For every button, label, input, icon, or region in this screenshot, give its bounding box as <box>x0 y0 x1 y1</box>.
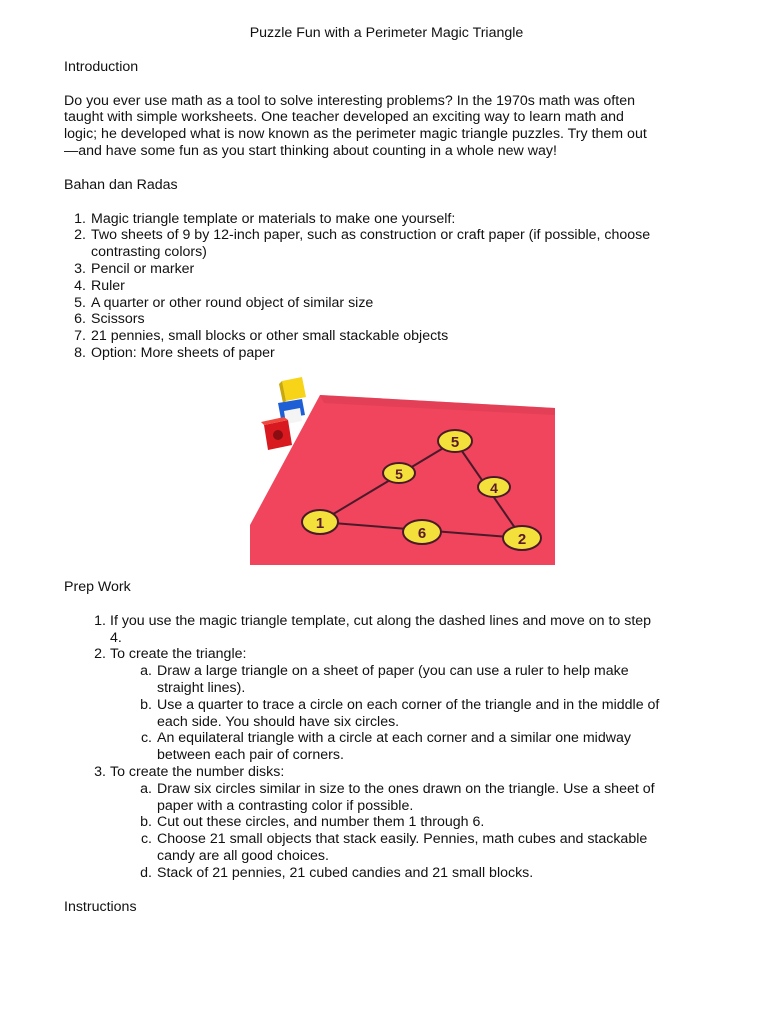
list-item-text: A quarter or other round object of similar size <box>91 294 374 311</box>
sub-list-letter: c . <box>132 730 152 747</box>
list-number: 6 . <box>66 311 86 328</box>
intro-line: logic; he developed what is now known as the perimeter magic triangle puzzles. Try them out <box>64 126 647 143</box>
intro-line: —and have some fun as you start thinking about counting in a whole new way! <box>64 142 557 159</box>
list-item-text: Pencil or marker <box>91 260 195 277</box>
prep-list-continued <box>64 764 709 781</box>
list-item-text: contrasting colors) <box>91 244 207 261</box>
list-item-text: each side. You should have six circles. <box>157 713 400 730</box>
document-page <box>64 25 709 362</box>
disk-bottom-left <box>302 510 338 534</box>
cube-red-spot <box>273 430 283 440</box>
list-item <box>64 311 709 328</box>
sub-list-letter: a . <box>132 663 152 680</box>
list-item-text: Stack of 21 pennies, 21 cubed candies and 21 small blocks. <box>157 864 534 881</box>
list-item-text: Draw six circles similar in size to the ones drawn on the triangle. Use a sheet of <box>157 780 655 797</box>
list-item <box>64 261 709 278</box>
list-item-text: between each pair of corners. <box>157 747 344 764</box>
list-item-text: 21 pennies, small blocks or other small stackable objects <box>91 328 449 345</box>
list-item-text: Two sheets of 9 by 12-inch paper, such as construction or craft paper (if possible, choose <box>91 227 651 244</box>
sub-list-letter: b . <box>132 814 152 831</box>
list-item <box>64 227 709 261</box>
list-item <box>64 211 709 228</box>
sub-list-letter: a . <box>132 781 152 798</box>
sub-list-item <box>64 831 709 865</box>
disk-number: 5 <box>450 434 460 451</box>
list-number: 5 . <box>66 295 86 312</box>
disk-number: 6 <box>417 525 427 542</box>
prep-heading: Prep Work <box>64 579 131 595</box>
list-item-text: Magic triangle template or materials to make one yourself: <box>91 210 456 227</box>
list-item-text: candy are all good choices. <box>157 847 329 864</box>
list-item-text: Use a quarter to trace a circle on each corner of the triangle and in the middle of <box>157 696 660 713</box>
list-number: 2 . <box>66 227 86 244</box>
document-title: Puzzle Fun with a Perimeter Magic Triangle <box>249 25 524 41</box>
disk-number: 1 <box>315 515 325 532</box>
cube-yellow <box>282 377 306 401</box>
list-item <box>64 613 709 647</box>
list-number: 8 . <box>66 345 86 362</box>
prep-section <box>64 579 709 915</box>
list-number: 2 . <box>86 646 106 663</box>
instructions-heading: Instructions <box>64 898 137 915</box>
list-item-text: To create the number disks: <box>110 763 285 780</box>
materials-heading: Bahan dan Radas <box>64 176 178 193</box>
disk-left-mid <box>383 463 415 483</box>
list-number: 7 . <box>66 328 86 345</box>
list-item <box>64 345 709 362</box>
disk-number: 2 <box>517 531 527 548</box>
list-item-text: To create the triangle: <box>110 646 247 663</box>
magic-triangle-photo <box>250 375 555 565</box>
list-item-text: Scissors <box>91 311 145 328</box>
list-item-text: Option: More sheets of paper <box>91 344 275 361</box>
list-number: 4 . <box>66 278 86 295</box>
sub-list-item <box>64 814 709 831</box>
intro-line: taught with simple worksheets. One teacher developed an exciting way to learn math and <box>64 109 624 126</box>
list-number: 3 . <box>86 764 106 781</box>
list-item-text: An equilateral triangle with a circle at each corner and a similar one midway <box>157 730 631 747</box>
list-item-text: 4. <box>110 629 122 646</box>
disk-bottom-right <box>503 526 541 550</box>
introduction-paragraph <box>64 93 709 160</box>
sub-list-item <box>64 781 709 815</box>
list-number: 1 . <box>86 613 106 630</box>
sub-list-letter: c . <box>132 831 152 848</box>
list-item <box>64 278 709 295</box>
disk-number: 5 <box>395 466 403 482</box>
list-number: 3 . <box>66 261 86 278</box>
list-item <box>64 328 709 345</box>
prep-list <box>64 613 709 663</box>
list-item-text: straight lines). <box>157 679 246 696</box>
list-item <box>64 295 709 312</box>
list-item-text: Draw a large triangle on a sheet of paper (you can use a ruler to help make <box>157 663 629 680</box>
materials-list <box>64 211 709 362</box>
list-item-text: If you use the magic triangle template, cut along the dashed lines and move on to step <box>110 612 652 629</box>
list-item-text: Cut out these circles, and number them 1 through 6. <box>157 814 485 831</box>
sub-list <box>64 781 709 882</box>
intro-line: Do you ever use math as a tool to solve interesting problems? In the 1970s math was often <box>64 92 635 109</box>
list-item <box>64 646 709 663</box>
sub-list-letter: b . <box>132 697 152 714</box>
disk-right-mid <box>478 477 510 497</box>
disk-bottom-mid <box>403 520 441 544</box>
disk-number: 4 <box>490 480 498 496</box>
list-number: 1 . <box>66 211 86 228</box>
sub-list-item <box>64 730 709 764</box>
disk-top <box>438 430 472 452</box>
introduction-heading: Introduction <box>64 58 139 75</box>
sub-list-letter: d . <box>132 865 152 882</box>
list-item <box>64 764 709 781</box>
sub-list-item <box>64 865 709 882</box>
list-item-text: paper with a contrasting color if possible. <box>157 797 414 814</box>
list-item-text: Choose 21 small objects that stack easily. Pennies, math cubes and stackable <box>157 831 648 848</box>
list-item-text: Ruler <box>91 277 125 294</box>
sub-list <box>64 663 709 764</box>
sub-list-item <box>64 663 709 697</box>
magic-triangle-illustration <box>250 375 555 565</box>
sub-list-item <box>64 697 709 731</box>
